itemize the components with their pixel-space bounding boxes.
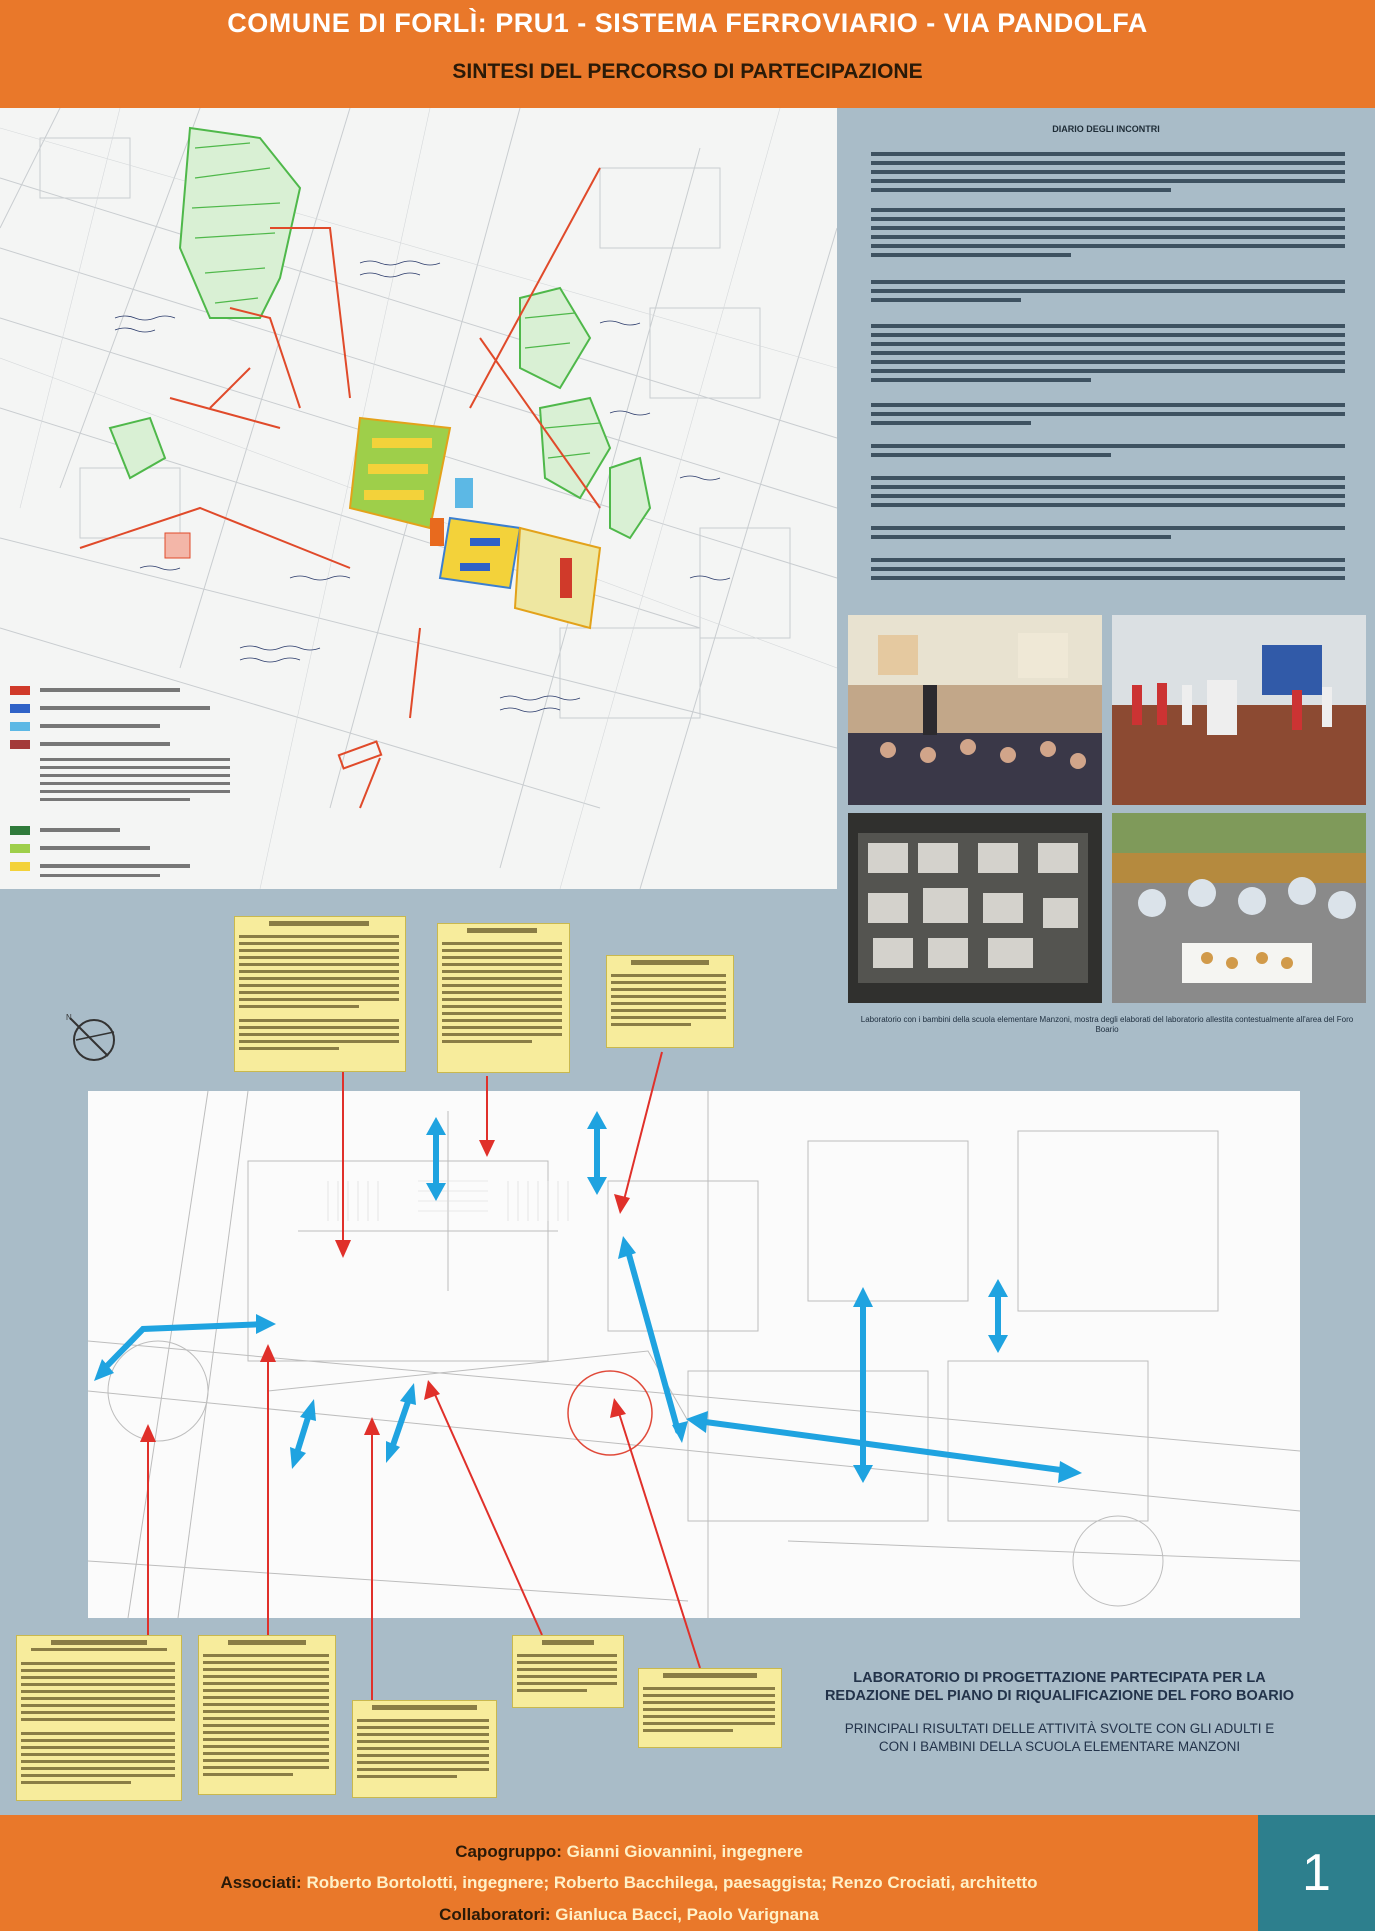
credits-capogruppo (0, 1842, 1258, 1862)
capogruppo-value: Gianni Giovannini, ingegnere (566, 1842, 803, 1861)
note-wall (437, 923, 570, 1073)
note-park (234, 916, 406, 1072)
laboratory-title-line-1: LABORATORIO DI PROGETTAZIONE PARTECIPATA PER LA (853, 1670, 1266, 1686)
laboratory-subtitle-line-1: PRINCIPALI RISULTATI DELLE ATTIVITÀ SVOLTE CON GLI ADULTI E (844, 1721, 1275, 1736)
photo-caption: Laboratorio con i bambini della scuola elementare Manzoni, mostra degli elaborati del laboratorio allestita contestualmente all'area del Foro Boario (860, 1015, 1354, 1034)
page-title: COMUNE DI FORLÌ: PRU1 - SISTEMA FERROVIARIO - VIA PANDOLFA (227, 8, 1148, 38)
note-park-text (239, 921, 401, 1067)
laboratory-subtitle-line-2: CON I BAMBINI DELLA SCUOLA ELEMENTARE MANZONI (878, 1739, 1241, 1754)
credits-footer (0, 1815, 1375, 1931)
note-school (638, 1668, 782, 1748)
note-wall-text (442, 928, 565, 1068)
note-caserma-building (352, 1700, 497, 1798)
note-historic-canopy-text (517, 1640, 619, 1703)
laboratory-title-line-2: REDAZIONE DEL PIANO DI RIQUALIFICAZIONE DEL FORO BOARIO (824, 1688, 1295, 1704)
diary-title: DIARIO DEGLI INCONTRI (1052, 124, 1160, 134)
collaboratori-label: Collaboratori: (439, 1905, 551, 1924)
page-subtitle: SINTESI DEL PERCORSO DI PARTECIPAZIONE (452, 60, 923, 83)
note-historic-canopy (512, 1635, 624, 1708)
capogruppo-label: Capogruppo: (455, 1842, 562, 1861)
note-foro-boario-building-text (203, 1640, 331, 1790)
note-belvedere-text (611, 960, 729, 1043)
credits-associati (0, 1873, 1258, 1893)
laboratory-description (803, 1669, 1316, 1756)
svg-text:N: N (66, 1013, 72, 1022)
page-number: 1 (1258, 1815, 1375, 1931)
associati-label: Associati: (220, 1873, 302, 1892)
credits-collaboratori (0, 1905, 1258, 1925)
associati-value: Roberto Bortolotti, ingegnere; Roberto Bacchilega, paesaggista; Renzo Crociati, architetto (306, 1873, 1038, 1892)
note-station-square (16, 1635, 182, 1801)
note-belvedere (606, 955, 734, 1048)
note-school-text (643, 1673, 777, 1743)
note-station-square-text (21, 1640, 177, 1796)
collaboratori-value: Gianluca Bacci, Paolo Varignana (555, 1905, 819, 1924)
note-caserma-building-text (357, 1705, 492, 1793)
note-foro-boario-building (198, 1635, 336, 1795)
